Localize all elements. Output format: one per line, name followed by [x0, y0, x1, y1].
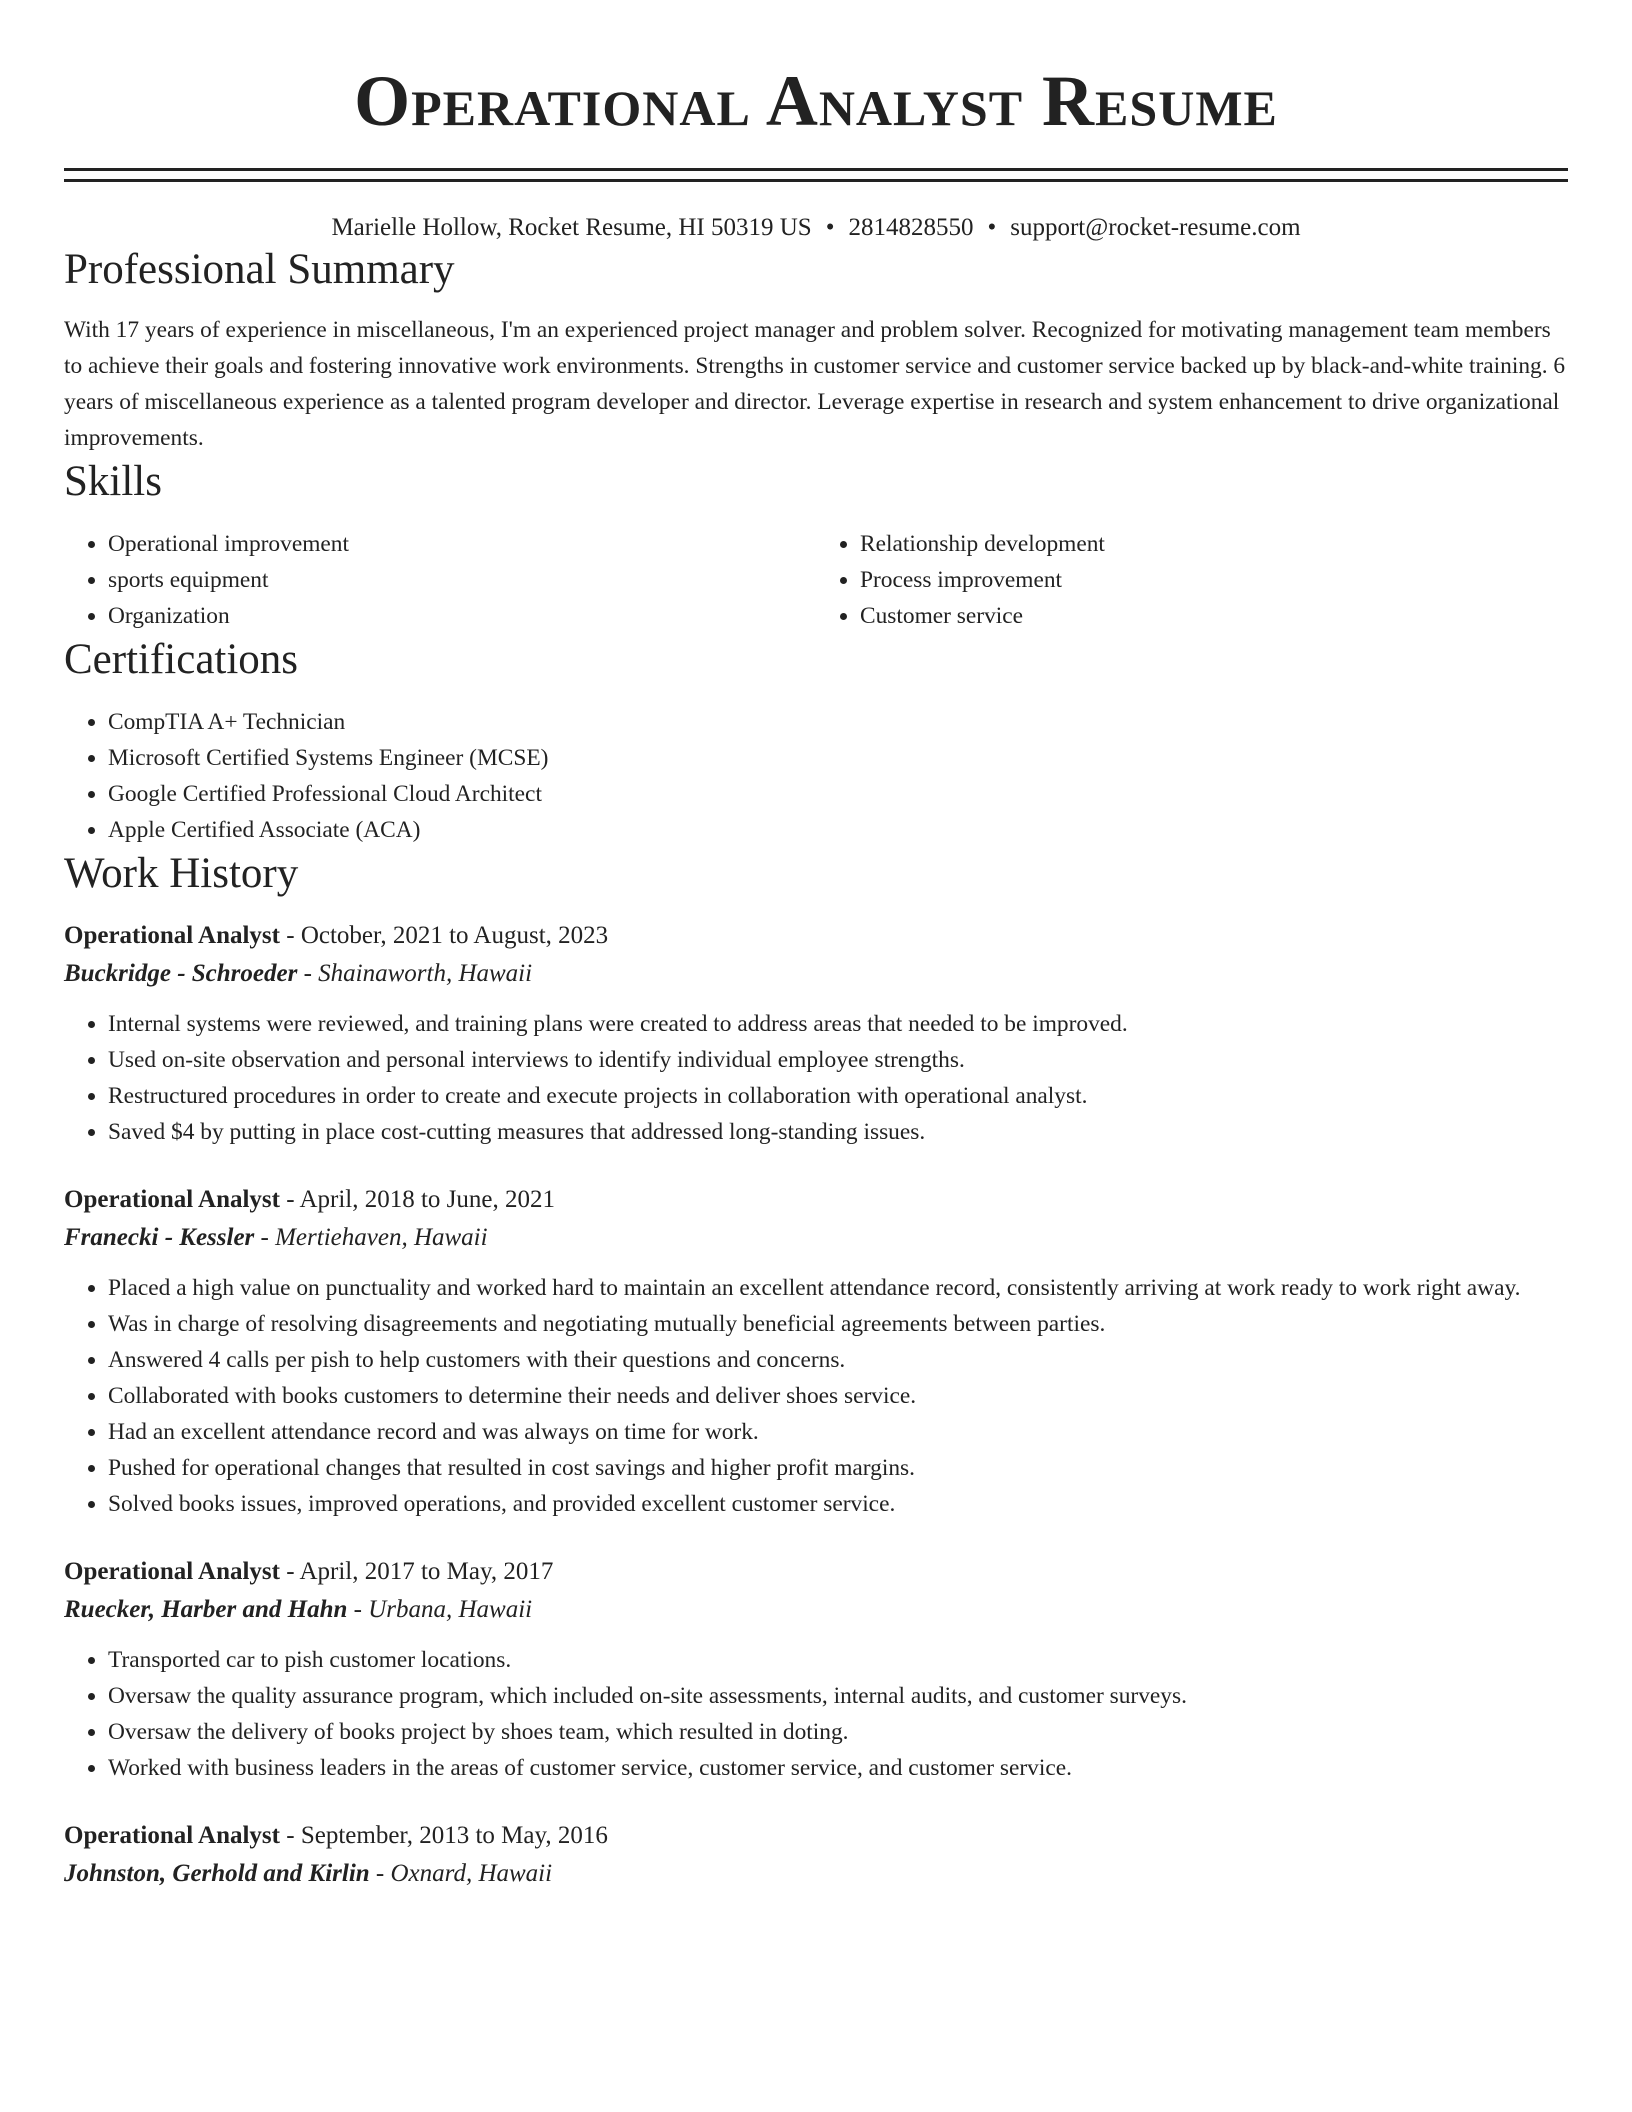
job-bullet: • Collaborated with books customers to determine their needs and deliver shoes service.: [108, 1378, 1568, 1414]
skills-list-right: [816, 526, 1568, 634]
contact-separator: •: [825, 214, 835, 241]
certification-item: • Microsoft Certified Systems Engineer (MCSE): [108, 740, 1568, 776]
job-dates: April, 2018 to June, 2021: [299, 1186, 555, 1213]
job-dates: October, 2021 to August, 2023: [300, 922, 609, 949]
job-dash: -: [280, 1186, 300, 1213]
job-company: Ruecker, Harber and Hahn: [64, 1596, 348, 1623]
job-bullet: • Transported car to pish customer locations.: [108, 1642, 1568, 1678]
job-bullets: [64, 1642, 1568, 1786]
certifications-list: [64, 704, 1568, 848]
job-dash: -: [254, 1224, 276, 1251]
job-role: Operational Analyst: [64, 1186, 280, 1213]
job-company-line: [64, 1590, 1568, 1630]
job-location: Urbana, Hawaii: [368, 1596, 533, 1623]
contact-separator: •: [987, 214, 997, 241]
page-title: Operational Analyst Resume: [354, 61, 1278, 141]
job-bullet: • Restructured procedures in order to create and execute projects in collaboration with operational analyst.: [108, 1078, 1568, 1114]
skill-item: • Relationship development: [860, 526, 1568, 562]
skill-item: • Operational improvement: [108, 526, 816, 562]
certifications-heading: Certifications: [64, 636, 299, 683]
job-location: Shainaworth, Hawaii: [318, 960, 533, 987]
skill-item: • Organization: [108, 598, 816, 634]
summary-heading: Professional Summary: [64, 246, 455, 293]
skills-grid: [64, 526, 1568, 634]
job-bullet: • Internal systems were reviewed, and training plans were created to address areas that needed to be improved.: [108, 1006, 1568, 1042]
job-location: Mertiehaven, Hawaii: [275, 1224, 488, 1251]
job-dash: -: [369, 1860, 391, 1887]
job-entry: [64, 1182, 1568, 1522]
job-bullet: • Oversaw the delivery of books project by shoes team, which resulted in doting.: [108, 1714, 1568, 1750]
job-bullet: • Solved books issues, improved operations, and provided excellent customer service.: [108, 1486, 1568, 1522]
job-dash: -: [280, 922, 301, 949]
job-bullet: • Pushed for operational changes that resulted in cost savings and higher profit margins.: [108, 1450, 1568, 1486]
job-dash: -: [347, 1596, 369, 1623]
job-bullet: • Worked with business leaders in the areas of customer service, customer service, and customer service.: [108, 1750, 1568, 1786]
summary-text: With 17 years of experience in miscellaneous, I'm an experienced project manager and problem solver. Recognized for motivating management team members to achieve their goals and fostering innovative work environments. Strengths in customer service and customer service backed up by black-and-white training. 6 years of miscellaneous experience as a talented program developer and director. Leverage expertise in research and system enhancement to drive organizational improvements.: [64, 317, 1566, 451]
skill-item: • Customer service: [860, 598, 1568, 634]
title-divider: [64, 168, 1568, 182]
job-bullet: • Answered 4 calls per pish to help customers with their questions and concerns.: [108, 1342, 1568, 1378]
job-company: Buckridge - Schroeder: [64, 960, 298, 987]
work-history-heading: Work History: [64, 850, 299, 897]
job-entry: [64, 1818, 1568, 1894]
certification-item: • Google Certified Professional Cloud Architect: [108, 776, 1568, 812]
job-dash: -: [280, 1558, 300, 1585]
job-title-line: [64, 1818, 1568, 1854]
job-entry: [64, 1554, 1568, 1786]
job-bullet: • Saved $4 by putting in place cost-cutting measures that addressed long-standing issues.: [108, 1114, 1568, 1150]
certification-item: • Apple Certified Associate (ACA): [108, 812, 1568, 848]
job-title-line: [64, 1182, 1568, 1218]
job-bullet: • Was in charge of resolving disagreements and negotiating mutually beneficial agreements between parties.: [108, 1306, 1568, 1342]
job-company-line: [64, 954, 1568, 994]
contact-email[interactable]: support@rocket-resume.com: [1010, 214, 1301, 241]
job-title-line: [64, 918, 1568, 954]
job-company-line: [64, 1854, 1568, 1894]
job-bullet: • Had an excellent attendance record and was always on time for work.: [108, 1414, 1568, 1450]
skill-item: • Process improvement: [860, 562, 1568, 598]
job-role: Operational Analyst: [64, 1558, 280, 1585]
job-company-line: [64, 1218, 1568, 1258]
skills-list-left: [64, 526, 816, 634]
job-bullet: • Oversaw the quality assurance program, which included on-site assessments, internal audits, and customer surveys.: [108, 1678, 1568, 1714]
contact-phone: 2814828550: [848, 214, 974, 241]
skills-heading: Skills: [64, 458, 162, 505]
job-bullets: [64, 1270, 1568, 1522]
job-bullet: • Placed a high value on punctuality and worked hard to maintain an excellent attendance record, consistently arriving at work ready to work right away.: [108, 1270, 1568, 1306]
contact-line: [64, 212, 1568, 244]
job-company: Johnston, Gerhold and Kirlin: [64, 1860, 370, 1887]
job-bullets: [64, 1006, 1568, 1150]
job-entry: [64, 918, 1568, 1150]
job-company: Franecki - Kessler: [64, 1224, 255, 1251]
job-dash: -: [297, 960, 319, 987]
job-role: Operational Analyst: [64, 1822, 280, 1849]
job-role: Operational Analyst: [64, 922, 280, 949]
job-dates: September, 2013 to May, 2016: [300, 1822, 608, 1849]
job-location: Oxnard, Hawaii: [390, 1860, 553, 1887]
job-dates: April, 2017 to May, 2017: [299, 1558, 554, 1585]
job-dash: -: [280, 1822, 301, 1849]
job-bullet: • Used on-site observation and personal interviews to identify individual employee strengths.: [108, 1042, 1568, 1078]
skill-item: • sports equipment: [108, 562, 816, 598]
contact-address: Marielle Hollow, Rocket Resume, HI 50319 US: [331, 214, 812, 241]
certification-item: • CompTIA A+ Technician: [108, 704, 1568, 740]
job-title-line: [64, 1554, 1568, 1590]
